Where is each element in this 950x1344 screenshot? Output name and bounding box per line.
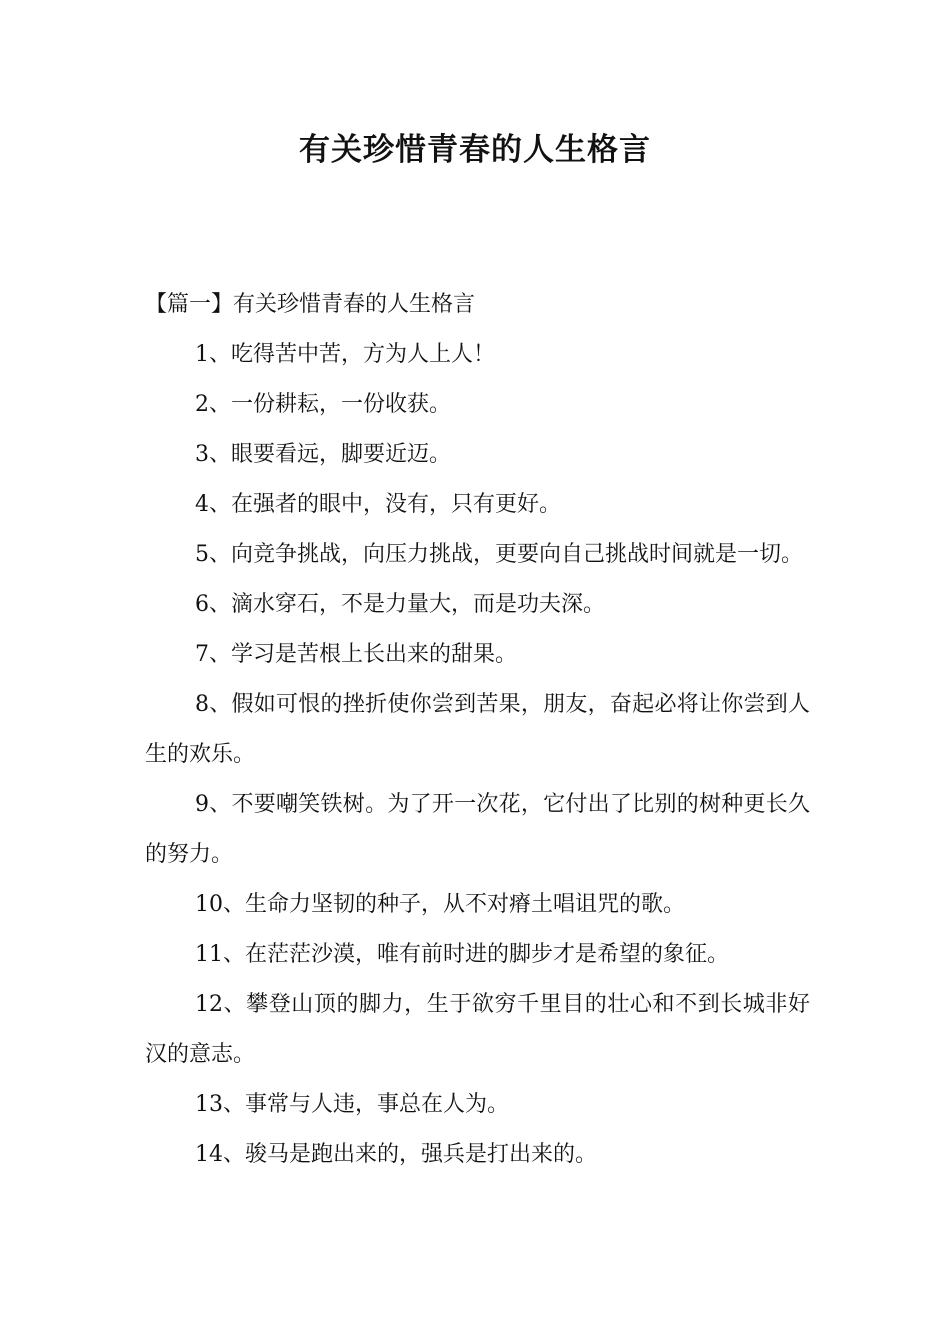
list-item: 7、学习是苦根上长出来的甜果。 <box>195 642 517 667</box>
list-item: 11、在茫茫沙漠，唯有前时进的脚步才是希望的象征。 <box>195 942 729 967</box>
list-item: 13、事常与人违，事总在人为。 <box>195 1092 509 1117</box>
list-item: 10、生命力坚韧的种子，从不对瘠土唱诅咒的歌。 <box>195 892 685 917</box>
list-item: 3、眼要看远，脚要近迈。 <box>195 442 451 467</box>
list-item: 9、不要嘲笑铁树。为了开一次花，它付出了比别的树种更长久的努力。 <box>145 792 810 867</box>
list-item: 2、一份耕耘，一份收获。 <box>195 392 451 417</box>
list-item: 12、攀登山顶的脚力，生于欲穷千里目的壮心和不到长城非好汉的意志。 <box>145 992 810 1067</box>
document-body <box>145 280 810 1180</box>
list-item: 5、向竞争挑战，向压力挑战，更要向自己挑战时间就是一切。 <box>195 542 803 567</box>
list-item: 8、假如可恨的挫折使你尝到苦果，朋友，奋起必将让你尝到人生的欢乐。 <box>145 692 810 767</box>
list-item: 6、滴水穿石，不是力量大，而是功夫深。 <box>195 592 605 617</box>
page-title: 有关珍惜青春的人生格言 <box>299 132 651 168</box>
section-heading: 【篇一】有关珍惜青春的人生格言 <box>145 292 476 317</box>
list-item: 1、吃得苦中苦，方为人上人！ <box>195 342 495 367</box>
list-item: 4、在强者的眼中，没有，只有更好。 <box>195 492 561 517</box>
list-item: 14、骏马是跑出来的，强兵是打出来的。 <box>195 1142 597 1167</box>
